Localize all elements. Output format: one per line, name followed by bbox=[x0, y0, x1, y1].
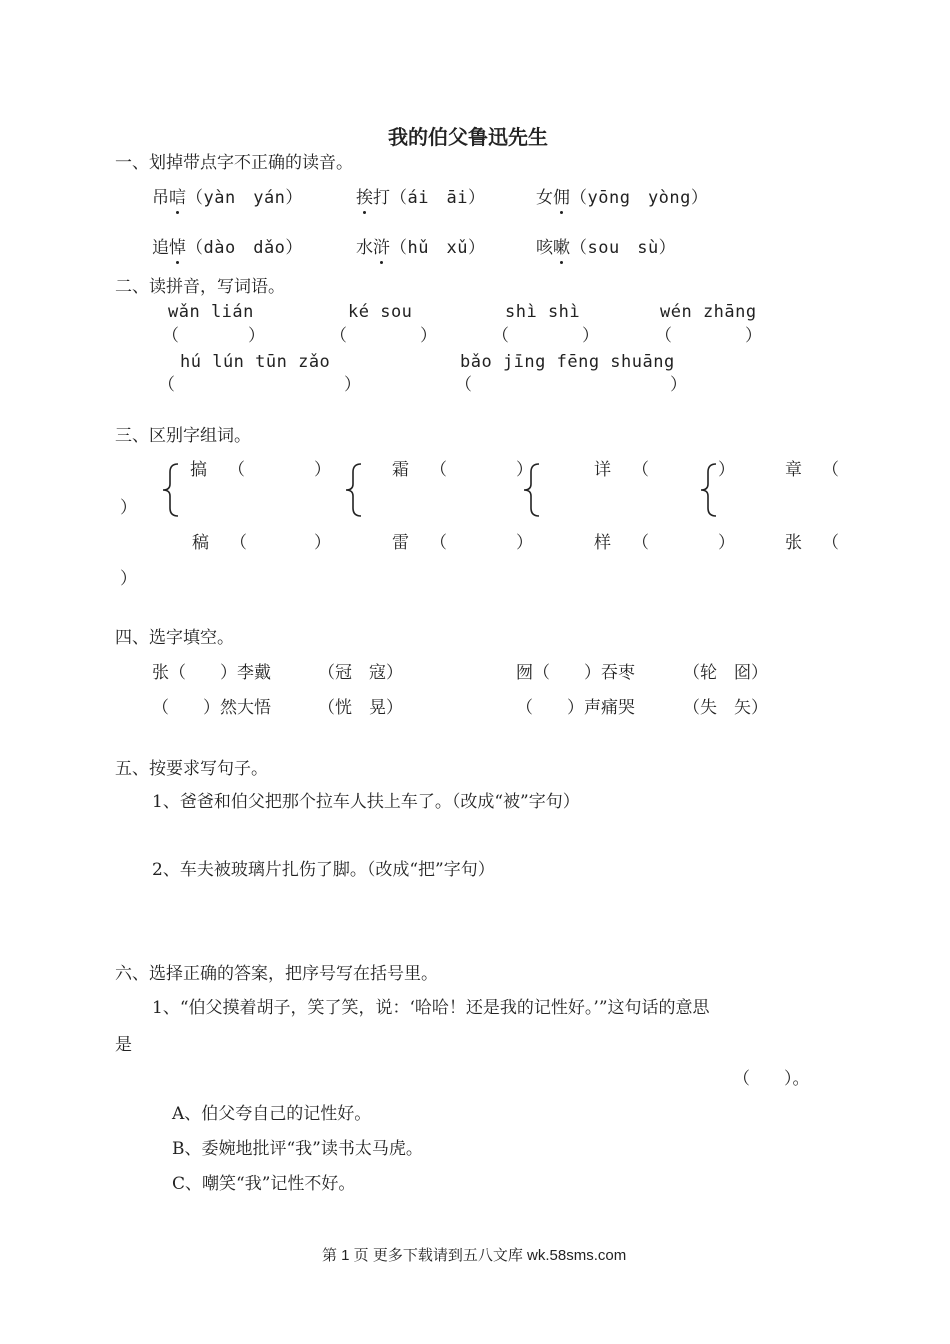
section-2-heading: 二、读拼音，写词语。 bbox=[115, 277, 285, 297]
reading-item-6: 咳嗽（sou sù） bbox=[536, 238, 677, 258]
answer-paren-close: ） bbox=[670, 375, 687, 395]
answer-paren-open: （ bbox=[632, 460, 649, 480]
answer-paren-open: （ bbox=[230, 533, 247, 553]
pinyin-4: wén zhāng bbox=[660, 302, 757, 322]
question-6-1-continued: 是 bbox=[115, 1035, 132, 1055]
char-bottom-2: 雷 bbox=[392, 533, 409, 553]
answer-paren-close: ） bbox=[718, 460, 735, 480]
option-b: B、委婉地批评“我”读书太马虎。 bbox=[172, 1139, 423, 1159]
pinyin-3: shì shì bbox=[505, 302, 581, 322]
dotted-char: 浒 bbox=[373, 238, 390, 258]
section-5-heading: 五、按要求写句子。 bbox=[115, 759, 268, 779]
answer-paren-close: ） bbox=[314, 533, 331, 553]
pinyin-5: hú lún tūn zǎo bbox=[180, 352, 331, 372]
pinyin-2: ké sou bbox=[348, 302, 413, 322]
answer-paren-close: ） bbox=[314, 460, 331, 480]
idiom-choices-3: （恍 晃） bbox=[318, 698, 403, 718]
answer-paren-open: （ bbox=[228, 460, 245, 480]
page-title: 我的伯父鲁迅先生 bbox=[388, 125, 548, 149]
left-brace-icon bbox=[698, 462, 720, 518]
answer-paren-open: （ bbox=[822, 460, 839, 480]
section-6-heading: 六、选择正确的答案，把序号写在括号里。 bbox=[115, 964, 438, 984]
answer-paren-close: ） bbox=[516, 533, 533, 553]
pinyin-1: wǎn lián bbox=[168, 302, 254, 322]
answer-paren-open: （ bbox=[822, 533, 839, 553]
section-4-heading: 四、选字填空。 bbox=[115, 628, 234, 648]
answer-paren-open: （ bbox=[162, 326, 179, 346]
dotted-char: 唁 bbox=[169, 188, 186, 208]
answer-paren-open: （ bbox=[430, 533, 447, 553]
idiom-choices-1: （冠 寇） bbox=[318, 663, 403, 683]
reading-item-2: 挨打（ái āi） bbox=[356, 188, 486, 208]
dotted-char: 佣 bbox=[553, 188, 570, 208]
answer-paren-close: ） bbox=[516, 460, 533, 480]
reading-item-3: 女佣（yōng yòng） bbox=[536, 188, 709, 208]
idiom-blank-4: （ ）声痛哭 bbox=[516, 698, 635, 718]
idiom-blank-3: （ ）然大悟 bbox=[152, 698, 271, 718]
char-bottom-3: 样 bbox=[594, 533, 611, 553]
answer-paren-open: （ bbox=[158, 375, 175, 395]
section-1-heading: 一、划掉带点字不正确的读音。 bbox=[115, 153, 353, 173]
sentence-task-2: 2、车夫被玻璃片扎伤了脚。（改成“把”字句） bbox=[152, 860, 495, 880]
answer-paren-close: ） bbox=[420, 326, 437, 346]
option-c: C、嘲笑“我”记性不好。 bbox=[172, 1174, 356, 1194]
section-3-heading: 三、区别字组词。 bbox=[115, 426, 251, 446]
left-brace-icon bbox=[343, 462, 365, 518]
reading-item-4: 追悼（dào dǎo） bbox=[152, 238, 303, 258]
left-brace-icon bbox=[160, 462, 182, 518]
answer-paren-close: ） bbox=[344, 375, 361, 395]
page-footer: 第 1 页 更多下载请到五八文库 wk.58sms.com bbox=[322, 1247, 627, 1264]
idiom-choices-4: （失 矢） bbox=[683, 698, 768, 718]
char-top-3: 详 bbox=[594, 460, 611, 480]
answer-blank: （ ）。 bbox=[733, 1069, 810, 1089]
answer-paren-open: （ bbox=[655, 326, 672, 346]
char-bottom-4: 张 bbox=[785, 533, 802, 553]
answer-paren-open: （ bbox=[632, 533, 649, 553]
answer-paren-open: （ bbox=[455, 375, 472, 395]
dotted-char: 悼 bbox=[169, 238, 186, 258]
answer-paren-close: ） bbox=[248, 326, 265, 346]
answer-paren-close: ） bbox=[718, 533, 735, 553]
answer-paren-close: ） bbox=[120, 498, 137, 518]
answer-paren-open: （ bbox=[430, 460, 447, 480]
answer-paren-open: （ bbox=[330, 326, 347, 346]
answer-paren-close: ） bbox=[120, 569, 137, 589]
sentence-task-1: 1、爸爸和伯父把那个拉车人扶上车了。（改成“被”字句） bbox=[152, 792, 580, 812]
char-top-2: 霜 bbox=[392, 460, 409, 480]
char-top-1: 搞 bbox=[190, 460, 207, 480]
dotted-char: 嗽 bbox=[553, 238, 570, 258]
idiom-blank-2: 囫（ ）吞枣 bbox=[516, 663, 635, 683]
pinyin-6: bǎo jīng fēng shuāng bbox=[460, 352, 675, 372]
question-6-1: 1、“伯父摸着胡子，笑了笑，说：‘哈哈！还是我的记性好。’”这句话的意思 bbox=[152, 998, 710, 1018]
idiom-blank-1: 张（ ）李戴 bbox=[152, 663, 271, 683]
answer-paren-close: ） bbox=[582, 326, 599, 346]
dotted-char: 挨 bbox=[356, 188, 373, 208]
char-top-4: 章 bbox=[785, 460, 802, 480]
option-a: A、伯父夸自己的记性好。 bbox=[172, 1104, 372, 1124]
reading-item-5: 水浒（hǔ xǔ） bbox=[356, 238, 486, 258]
idiom-choices-2: （轮 囵） bbox=[683, 663, 768, 683]
answer-paren-close: ） bbox=[745, 326, 762, 346]
reading-item-1: 吊唁（yàn yán） bbox=[152, 188, 303, 208]
answer-paren-open: （ bbox=[492, 326, 509, 346]
char-bottom-1: 稿 bbox=[192, 533, 209, 553]
